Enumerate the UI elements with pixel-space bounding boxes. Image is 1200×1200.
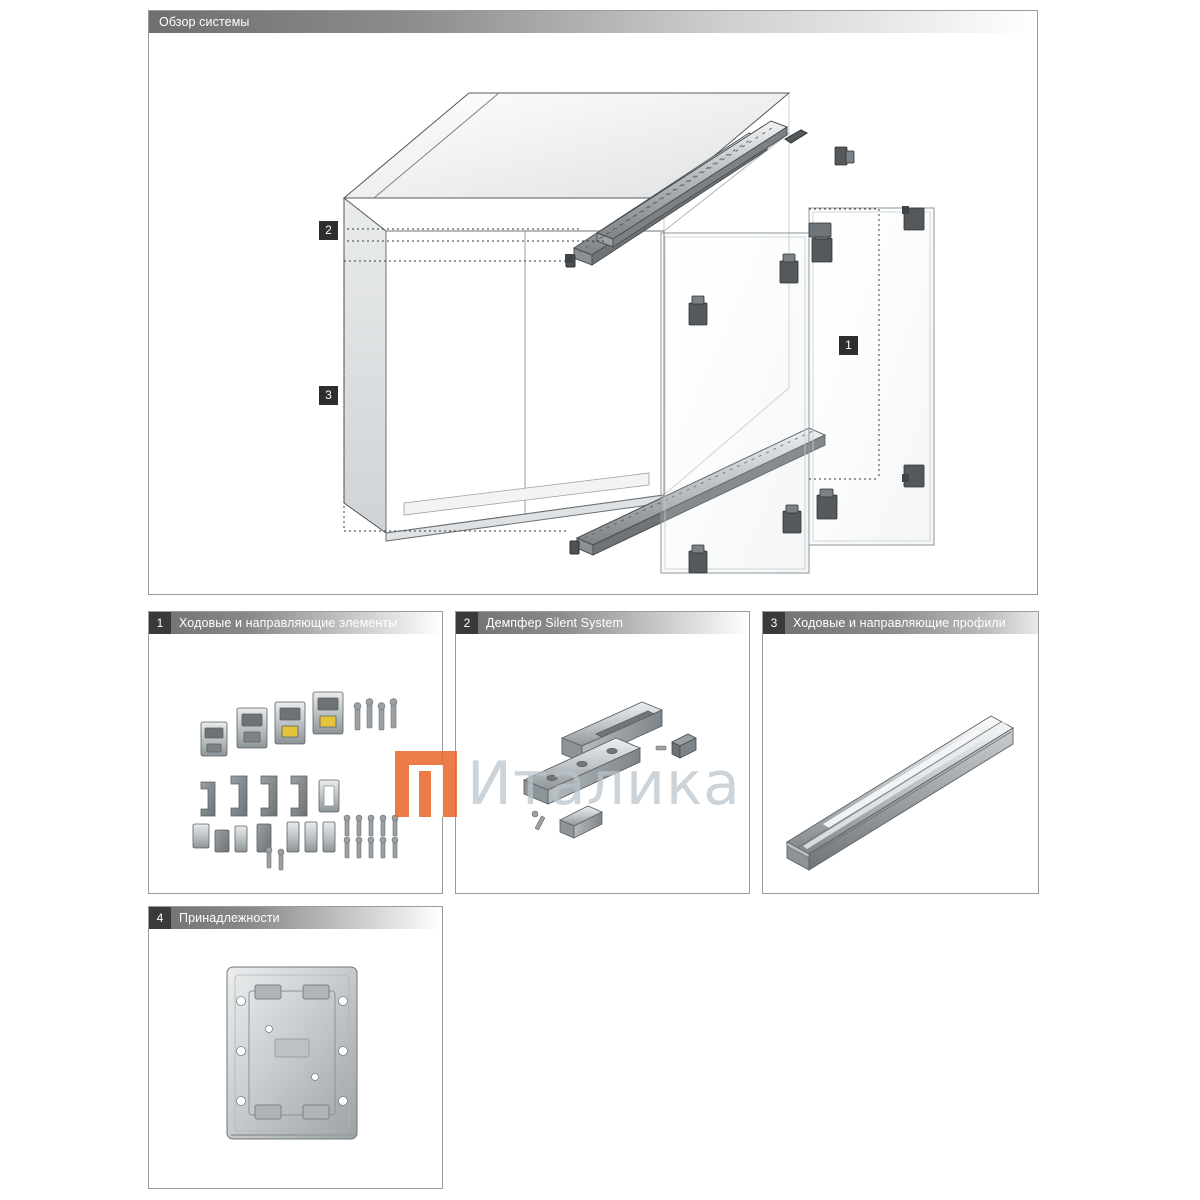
accessories-mounting-plate-photo (149, 929, 442, 1188)
panel-3-header (763, 612, 1038, 634)
panel-accessories (148, 906, 443, 1189)
panel-3-body (763, 634, 1038, 893)
panel-2-title: Демпфер Silent System (486, 616, 623, 630)
panel-4-body (149, 929, 442, 1188)
callout-tag-3: 3 (319, 386, 338, 405)
system-overview-panel (148, 10, 1038, 595)
panel-1-number: 1 (149, 612, 171, 634)
panel-runner-and-guide-components (148, 611, 443, 894)
overview-panel-header (149, 11, 1037, 33)
panel-2-header (456, 612, 749, 634)
panel-1-header (149, 612, 442, 634)
sliding-door-system-isometric-drawing (149, 33, 1037, 594)
callout-tag-2: 2 (319, 221, 338, 240)
panel-4-number: 4 (149, 907, 171, 929)
panel-4-header (149, 907, 442, 929)
panel-1-body (149, 634, 442, 893)
overview-panel-body (149, 33, 1037, 594)
callout-tag-1: 1 (839, 336, 858, 355)
overview-panel-title: Обзор системы (159, 15, 250, 29)
panel-1-title: Ходовые и направляющие элементы (179, 616, 398, 630)
panel-2-body (456, 634, 749, 893)
panel-runner-and-guide-profiles (762, 611, 1039, 894)
watermark-text: Италика (467, 749, 741, 819)
panel-3-number: 3 (763, 612, 785, 634)
runner-and-guide-components-photo (149, 634, 442, 893)
runner-and-guide-profiles-photo (763, 634, 1038, 893)
panel-3-title: Ходовые и направляющие профили (793, 616, 1006, 630)
panel-silent-system-damper (455, 611, 750, 894)
panel-4-title: Принадлежности (179, 911, 280, 925)
silent-system-damper-photo (456, 634, 749, 893)
panel-2-number: 2 (456, 612, 478, 634)
